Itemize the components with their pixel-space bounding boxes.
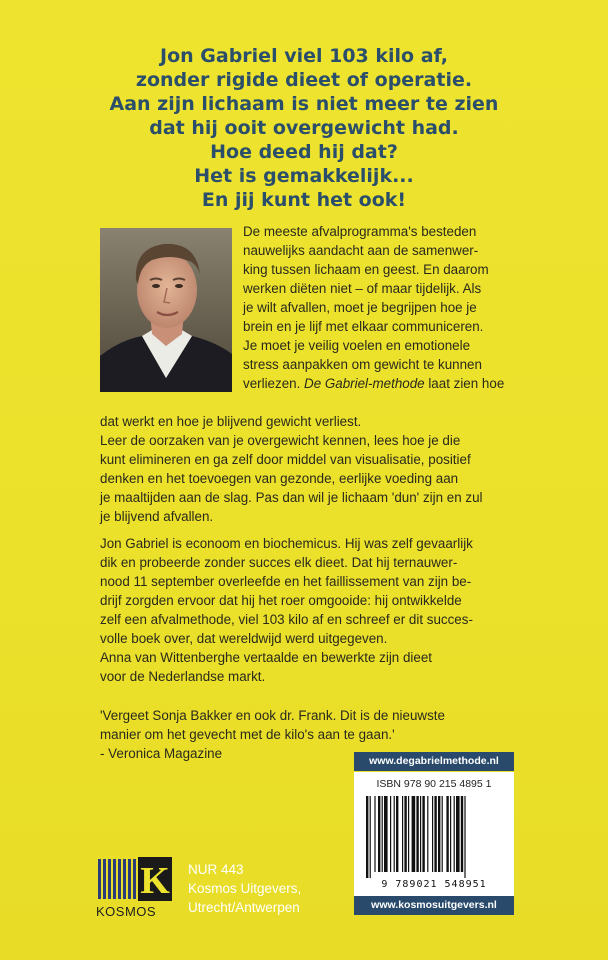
tagline-line: Jon Gabriel viel 103 kilo af, [160, 45, 448, 67]
isbn-number: ISBN 978 90 215 4895 1 [376, 778, 492, 790]
intro-line: De meeste afvalprogramma's besteden [243, 224, 477, 239]
intro-line-with-title [243, 374, 573, 393]
barcode-bar [420, 796, 421, 872]
quote-source: - Veronica Magazine [100, 746, 223, 761]
barcode-bar [454, 796, 455, 872]
bio-line: dik en probeerde zonder succes elk dieet. Dat hij ternauwer- [100, 555, 458, 570]
website-url-label: www.degabrielmethode.nl [354, 752, 514, 771]
author-bio-paragraph [100, 534, 580, 686]
bio-line: Jon Gabriel is econoom en biochemicus. Hij was zelf gevaarlijk [100, 536, 473, 551]
publisher-city: Utrecht/Antwerpen [188, 900, 300, 915]
quote-line: 'Vergeet Sonja Bakker en ook dr. Frank. Dit is de nieuwste [100, 708, 445, 723]
barcode-bar [384, 796, 388, 872]
barcode-bar [390, 796, 391, 872]
logo-letter: K [140, 860, 170, 901]
barcode-bar [370, 796, 371, 878]
intro-line: denken en het toevoegen van gezonde, eerlijke voeding aan [100, 471, 459, 486]
tagline-line: zonder rigide dieet of operatie. [135, 69, 473, 91]
barcode-bar [464, 796, 465, 878]
bio-line: volle boek over, dat wereldwijd werd uitgegeven. [100, 631, 388, 646]
bio-line: nood 11 september overleefde en het faillissement van zijn be- [100, 574, 472, 589]
author-photo [100, 228, 232, 392]
barcode-bar [422, 796, 424, 872]
tagline [40, 44, 568, 212]
intro-line: werken diëten niet – of maar tijdelijk. Als [243, 281, 482, 296]
publisher-info [188, 860, 348, 917]
barcode-bar [434, 796, 436, 872]
bio-line: Anna van Wittenberghe vertaalde en bewerkte zijn dieet [100, 650, 432, 665]
barcode-bar [438, 796, 440, 872]
barcode-bar [366, 796, 368, 878]
tagline-line: Het is gemakkelijk... [194, 165, 414, 187]
tagline-line: dat hij ooit overgewicht had. [149, 117, 459, 139]
intro-line: king tussen lichaam en geest. En daarom [243, 262, 489, 277]
barcode-digits: 9 789021 548951 [381, 879, 487, 890]
intro-line: nauwelijks aandacht aan de samenwer- [243, 243, 479, 258]
kosmos-logo-icon [98, 857, 172, 901]
barcode-bar [416, 796, 418, 872]
logo-wordmark: KOSMOS [96, 904, 157, 919]
intro-line: je wilt afvallen, moet je begrijpen hoe je [243, 300, 477, 315]
intro-line: je blijvend afvallen. [100, 509, 214, 524]
intro-line: brein en je lijf met elkaar communiceren. [243, 319, 484, 334]
barcode-bar [394, 796, 395, 872]
bio-line: drijf zorgden ervoor dat hij het roer omgooide: hij ontwikkelde [100, 593, 462, 608]
barcode-bar [446, 796, 448, 872]
intro-line: stress aanpakken om gewicht te kunnen [243, 357, 482, 372]
bio-line: voor de Nederlandse markt. [100, 669, 266, 684]
barcode-bar [374, 796, 375, 872]
book-title-italic: De Gabriel-methode [304, 376, 425, 391]
barcode-bar [412, 796, 416, 872]
intro-line-prefix: verliezen. [243, 376, 305, 391]
intro-line-suffix: laat zien hoe [424, 376, 505, 391]
intro-line: Leer de oorzaken van je overgewicht kennen, lees hoe je die [100, 433, 461, 448]
barcode-bar [408, 796, 409, 872]
barcode-icon [364, 796, 504, 878]
barcode-bar [402, 796, 403, 872]
barcode-bar [378, 796, 380, 872]
barcode-bar [427, 796, 428, 872]
barcode-bar [404, 796, 406, 872]
barcode-bar [442, 796, 443, 872]
intro-paragraph-continued [100, 412, 580, 526]
intro-paragraph [243, 222, 573, 393]
tagline-line: Aan zijn lichaam is niet meer te zien [109, 93, 499, 115]
intro-line: dat werkt en hoe je blijvend gewicht verliest. [100, 414, 362, 429]
quote-line: manier om het gevecht met de kilo's aan te gaan.' [100, 727, 395, 742]
tagline-line: En jij kunt het ook! [201, 189, 407, 211]
nur-code: NUR 443 [188, 862, 244, 877]
intro-line: je maaltijden aan de slag. Pas dan wil je lichaam 'dun' zijn en zul [100, 490, 483, 505]
tagline-line: Hoe deed hij dat? [210, 141, 398, 163]
barcode-bar [382, 796, 383, 872]
intro-line: Je moet je veilig voelen en emotionele [243, 338, 471, 353]
bio-line: zelf een afvalmethode, viel 103 kilo af en schreef er dit succes- [100, 612, 473, 627]
barcode-bar [456, 796, 460, 872]
barcode-bar [461, 796, 463, 872]
barcode-bar [432, 796, 433, 872]
barcode-bar [450, 796, 451, 872]
intro-line: kunt elimineren en ga zelf door middel van visualisatie, positief [100, 452, 471, 467]
barcode-panel [354, 772, 514, 896]
publisher-name: Kosmos Uitgevers, [188, 881, 302, 896]
barcode-bar [396, 796, 398, 872]
author-portrait-image [100, 228, 232, 392]
publisher-url-label: www.kosmosuitgevers.nl [354, 896, 514, 915]
